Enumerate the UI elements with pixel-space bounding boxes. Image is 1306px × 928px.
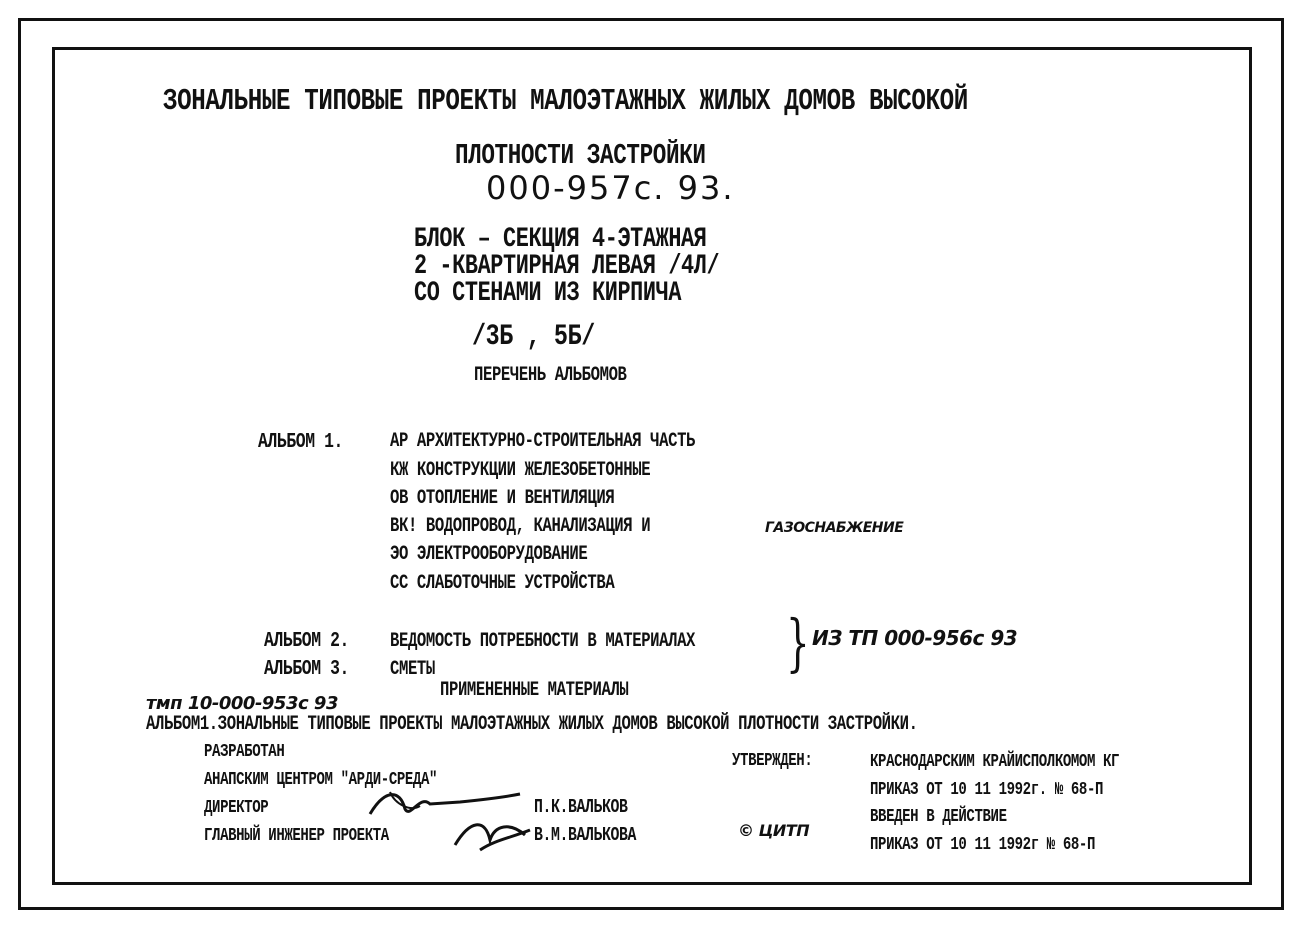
block-line3: СО СТЕНАМИ ИЗ КИРПИЧА xyxy=(414,278,682,309)
album3-label: АЛЬБОМ 3. xyxy=(264,658,349,681)
chief-engineer-signature xyxy=(450,810,540,855)
header-title-line2: ПЛОТНОСТИ ЗАСТРОЙКИ xyxy=(455,139,706,172)
applied-text: АЛЬБОМ1.ЗОНАЛЬНЫЕ ТИПОВЫЕ ПРОЕКТЫ МАЛОЭТАЖНЫХ ЖИЛЫХ ДОМОВ ВЫСОКОЙ ПЛОТНОСТИ ЗАСТРОЙКИ. xyxy=(146,713,918,736)
block-line2: 2 -КВАРТИРНАЯ ЛЕВАЯ /4Л/ xyxy=(414,251,720,282)
block-variants: /3Б , 5Б/ xyxy=(472,320,595,354)
document-code: 000-957с. 93. xyxy=(486,169,735,207)
chief-engineer-label: ГЛАВНЫЙ ИНЖЕНЕР ПРОЕКТА xyxy=(204,826,389,846)
applied-handwritten-code: тмп 10-000-953с 93 xyxy=(146,693,338,714)
approval-line4: ПРИКАЗ ОТ 10 11 1992г № 68-П xyxy=(870,835,1095,855)
approval-label: УТВЕРЖДЕН: xyxy=(732,751,813,771)
director-label: ДИРЕКТОР xyxy=(204,798,269,818)
album1-item: ОВ ОТОПЛЕНИЕ И ВЕНТИЛЯЦИЯ xyxy=(390,487,615,510)
album1-item: АР АРХИТЕКТУРНО-СТРОИТЕЛЬНАЯ ЧАСТЬ xyxy=(390,430,696,453)
block-line1: БЛОК – СЕКЦИЯ 4-ЭТАЖНАЯ xyxy=(414,224,707,255)
album1-item: ВК! ВОДОПРОВОД, КАНАЛИЗАЦИЯ И xyxy=(390,515,651,538)
developer-title: РАЗРАБОТАН xyxy=(204,742,285,762)
album3-text: СМЕТЫ xyxy=(390,658,435,681)
copyright-mark: © ЦИТП xyxy=(738,821,810,840)
brace-symbol: } xyxy=(786,606,810,679)
approval-line1: КРАСНОДАРСКИМ КРАЙИСПОЛКОМОМ КГ xyxy=(870,752,1120,772)
chief-engineer-name: В.М.ВАЛЬКОВА xyxy=(534,824,637,846)
album1-handwritten-addition: ГАЗОСНАБЖЕНИЕ xyxy=(765,520,904,536)
reference-note: ИЗ ТП 000-956с 93 xyxy=(812,626,1018,650)
album2-text: ВЕДОМОСТЬ ПОТРЕБНОСТИ В МАТЕРИАЛАХ xyxy=(390,630,696,653)
album1-label: АЛЬБОМ 1. xyxy=(258,431,343,454)
list-title: ПЕРЕЧЕНЬ АЛЬБОМОВ xyxy=(474,364,627,387)
approval-line3: ВВЕДЕН В ДЕЙСТВИЕ xyxy=(870,807,1007,827)
director-name: П.К.ВАЛЬКОВ xyxy=(534,796,628,818)
album1-item: СС СЛАБОТОЧНЫЕ УСТРОЙСТВА xyxy=(390,572,615,595)
approval-line2: ПРИКАЗ ОТ 10 11 1992г. № 68-П xyxy=(870,780,1104,800)
header-title-line1: ЗОНАЛЬНЫЕ ТИПОВЫЕ ПРОЕКТЫ МАЛОЭТАЖНЫХ ЖИЛЫХ ДОМОВ ВЫСОКОЙ xyxy=(163,84,968,119)
applied-title: ПРИМЕНЕННЫЕ МАТЕРИАЛЫ xyxy=(440,679,629,702)
developer-org: АНАПСКИМ ЦЕНТРОМ "АРДИ-СРЕДА" xyxy=(204,770,438,790)
album1-item: КЖ КОНСТРУКЦИИ ЖЕЛЕЗОБЕТОННЫЕ xyxy=(390,459,651,482)
album1-item: ЭО ЭЛЕКТРООБОРУДОВАНИЕ xyxy=(390,543,588,566)
album2-label: АЛЬБОМ 2. xyxy=(264,630,349,653)
